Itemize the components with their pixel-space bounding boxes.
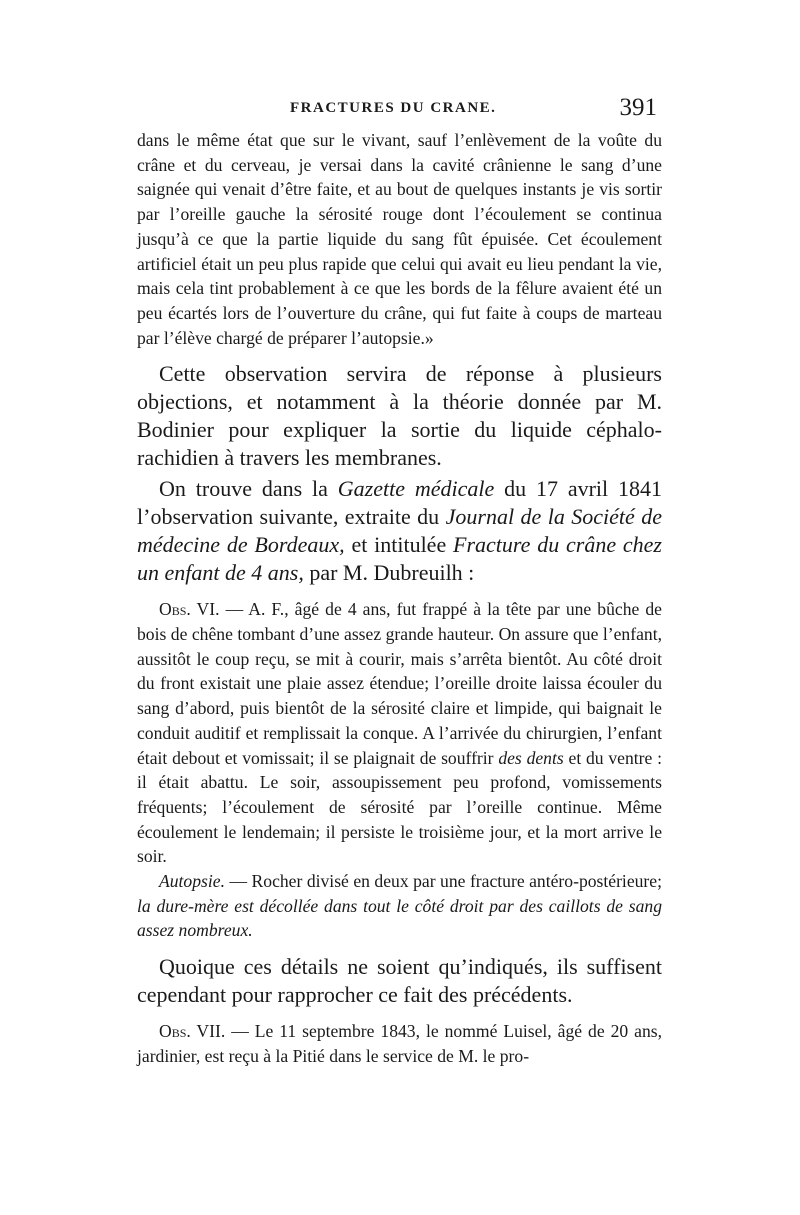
page-header — [137, 94, 657, 124]
citation-text: et intitulée — [344, 532, 454, 558]
observation-label: Obs. VII. — [159, 1021, 226, 1042]
autopsy-emphasis: la dure-mère est décollée dans tout le côté droit par des caillots de sang assez nombreux. — [137, 895, 662, 941]
observation-text: — Le 11 septembre 1843, le nommé Luisel, âgé de 20 ans, jardinier, est reçu à la Pitié dans le service de M. le pro- — [137, 1021, 662, 1066]
paragraph-commentary-bodinier: Cette observation servira de réponse à plusieurs objections, et notamment à la théorie donnée par M. Bodinier pour expliquer la sortie du liquide céphalo-rachidien à travers les membranes. — [137, 361, 662, 471]
paragraph-autopsy-continuation: dans le même état que sur le vivant, sauf l’enlèvement de la voûte du crâne et du cerveau, je versai dans la cavité crânienne le sang d’une saignée qui venait d’être faite, et au bout de quelques instants je vis sortir par l’oreille gauche la sérosité rouge dont l’écoulement se continua jusqu’à ce que la partie liquide du sang fût épuisée. Cet écoulement artificiel était un peu plus rapide que celui qui avait eu lieu pendant la vie, mais cela tint probablement à ce que les bords de la fêlure avaient été un peu écartés lors de l’ouverture du crâne, qui fut faite à coups de marteau par l’élève chargé de préparer l’autopsie.» — [137, 130, 662, 348]
observation-vii — [137, 1019, 662, 1068]
citation-text: On trouve dans la — [159, 476, 338, 502]
citation-journal-title: Journal de la Société de médecine de Bordeaux, — [137, 504, 662, 558]
citation-text: du 17 avril 1841 l’observation suivante, extraite du — [137, 476, 663, 530]
citation-text: par M. Dubreuilh : — [303, 560, 475, 586]
observation-text: et du ventre : il était abattu. Le soir, assoupissement peu profond, vomissements fréquents; l’écoulement de sérosité par l’oreille continue. Même écoulement le lendemain; il persiste le troisième jour, et la mort arrive le soir. — [137, 747, 662, 867]
citation-gazette-title: Gazette médicale — [337, 476, 495, 502]
observation-vi — [137, 597, 662, 869]
autopsy-text: — Rocher divisé en deux par une fracture antéro-postérieure; — [224, 871, 662, 892]
autopsy-label: Autopsie. — [159, 871, 225, 892]
observation-text: — A. F., âgé de 4 ans, fut frappé à la tête par une bûche de bois de chêne tombant d’une assez grande hauteur. On assure que l’enfant, aussitôt le coup reçu, se mit à courir, mais s’arrêta bientôt. Au côté droit du front existait une plaie assez étendue; l’oreille droite laissa écouler du sang d’abord, puis bientôt de la sérosité claire et limpide, qui baignait le conduit auditif et remplissait la conque. A l’arrivée du chirurgien, l’enfant était debout et vomissait; il se plaignait de souffrir — [137, 599, 662, 768]
paragraph-gazette-citation — [137, 475, 662, 587]
page-number: 391 — [619, 94, 657, 121]
page-body — [137, 128, 662, 1069]
citation-case-title: Fracture du crâne chez un enfant de 4 ans, — [137, 532, 662, 586]
autopsy-paragraph — [137, 869, 662, 943]
paragraph-commentary-details: Quoique ces détails ne soient qu’indiqués, ils suffisent cependant pour rapprocher ce fait des précédents. — [137, 954, 662, 1008]
observation-label: Obs. VI. — [159, 599, 220, 620]
running-head: FRACTURES DU CRANE. — [290, 100, 497, 116]
observation-emphasis: des dents — [498, 747, 564, 768]
